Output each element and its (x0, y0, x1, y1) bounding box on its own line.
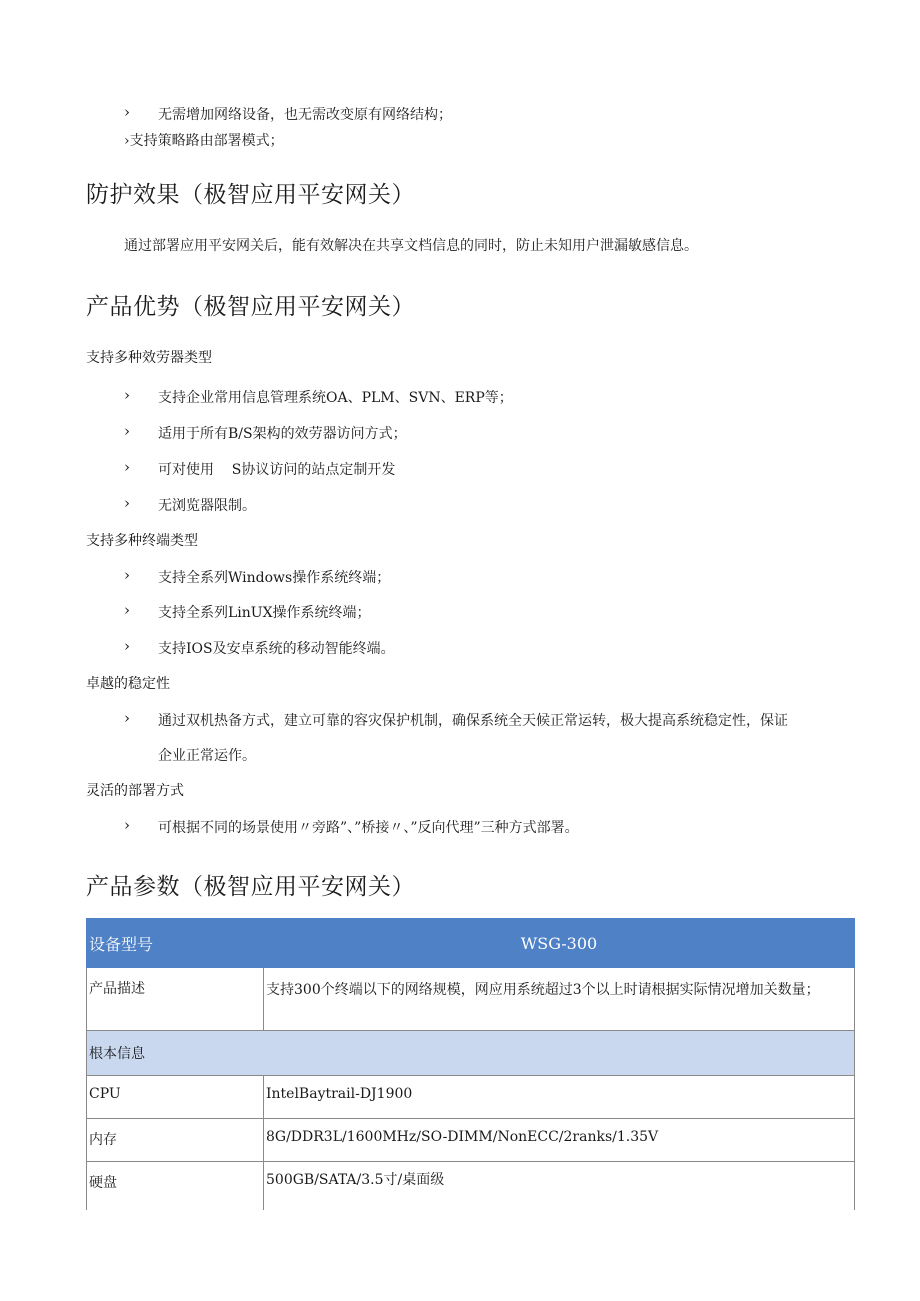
chevron-icon: › (124, 103, 130, 121)
chevron-icon: › (124, 816, 130, 834)
row-value-cell: IntelBaytrail-DJ1900 (264, 1076, 855, 1119)
row-value-cell: 8G∕DDR3L∕1600MHz∕SO-DIMM∕NonECC∕2ranks∕1.35V (264, 1119, 855, 1162)
chevron-icon: › (124, 458, 130, 476)
header-model-cell: WSG-300 (264, 919, 855, 968)
table-section-row (87, 1031, 855, 1076)
chevron-icon: › (124, 494, 130, 512)
group-title-terminal-types: 支持多种终端类型 (86, 533, 198, 549)
table-row (87, 968, 855, 1031)
list-item: 可根据不同的场景使用〃旁路”、”桥接〃、”反向代理”三种方式部署。 (158, 820, 579, 836)
intro-bullet-1: 无需增加网络设备，也无需改变原有网络结构； (158, 107, 452, 123)
table-row (87, 1119, 855, 1162)
row-key-cell: 硬盘 (87, 1162, 264, 1211)
group-title-server-types: 支持多种效劳器类型 (86, 350, 212, 366)
row-key-cell: CPU (87, 1076, 264, 1119)
list-item: 支持IOS及安卓系统的移动智能终端。 (158, 641, 395, 657)
row-value-cell: 500GB/SATA/3.5寸/桌面级 (264, 1162, 855, 1211)
section-title-params: 产品参数（极智应用平安网关） (86, 874, 415, 900)
chevron-icon: › (124, 133, 130, 149)
chevron-icon: › (124, 566, 130, 584)
section-title-advantage: 产品优势（极智应用平安网关） (86, 294, 415, 320)
chevron-icon: › (124, 709, 130, 727)
desc-label-cell: 产品描述 (87, 968, 264, 1031)
section-title-effect: 防护效果（极智应用平安网关） (86, 182, 415, 208)
group-title-deployment: 灵活的部署方式 (86, 783, 184, 799)
list-item-continuation: 企业正常运作。 (158, 748, 256, 764)
effect-body: 通过部署应用平安网关后，能有效解决在共享文档信息的同时，防止未知用户泄漏敏感信息。 (124, 238, 698, 254)
chevron-icon: › (124, 386, 130, 404)
section-label-cell: 根本信息 (87, 1031, 855, 1076)
chevron-icon: › (124, 601, 130, 619)
intro-bullet-2 (124, 130, 284, 150)
row-key-cell: 内存 (87, 1119, 264, 1162)
group-title-stability: 卓越的稳定性 (86, 676, 170, 692)
list-item: 可对使用 S协议访问的站点定制开发 (158, 462, 396, 478)
chevron-icon: › (124, 637, 130, 655)
table-row (87, 1076, 855, 1119)
spec-table (86, 918, 855, 1210)
list-item: 支持全系列LinUX操作系统终端； (158, 605, 371, 621)
table-header-row (87, 919, 855, 968)
list-item: 适用于所有B/S架构的效劳器访问方式； (158, 426, 407, 442)
list-item: 无浏览器限制。 (158, 498, 256, 514)
intro-bullet-2-text: 支持策略路由部署模式； (129, 133, 284, 149)
list-item: 通过双机热备方式，建立可靠的容灾保护机制，确保系统全天候正常运转，极大提高系统稳定性，保证 (158, 713, 788, 729)
list-item: 支持全系列Windows操作系统终端； (158, 570, 391, 586)
desc-value-cell: 支持300个终端以下的网络规模，网应用系统超过3个以上时请根据实际情况增加关数量； (264, 968, 855, 1031)
header-label-cell: 设备型号 (87, 919, 264, 968)
list-item: 支持企业常用信息管理系统OA、PLM、SVN、ERP等； (158, 390, 513, 406)
table-row (87, 1162, 855, 1211)
chevron-icon: › (124, 422, 130, 440)
